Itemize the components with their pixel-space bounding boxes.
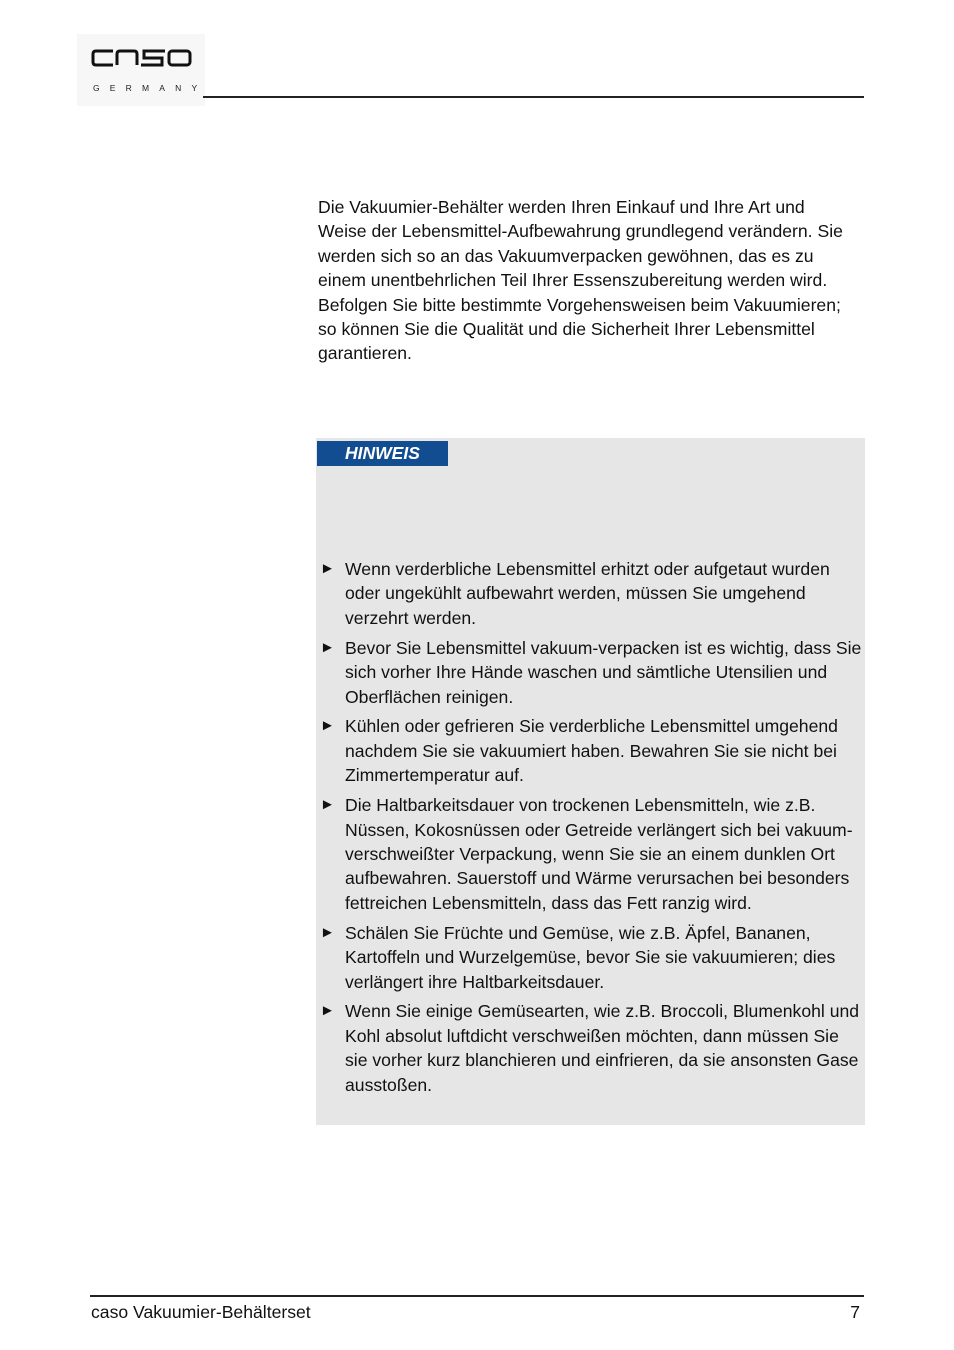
list-item [320, 557, 865, 630]
intro-paragraph: Die Vakuumier-Behälter werden Ihren Einkauf und Ihre Art und Weise der Lebensmittel-Aufbewahrung grundlegend verändern. Sie werden sich so an das Vakuumverpacken gewöhnen, das es zu einem unentbehrlichen Teil Ihrer Essenszubereitung werden wird. Befolgen Sie bitte bestimmte Vorgehensweisen beim Vakuumieren; so können Sie die Qualität und die Sicherheit Ihrer Lebensmittel garantieren. [318, 197, 843, 364]
arrow-bullet-icon: ► [320, 796, 335, 814]
footer-title: caso Vakuumier-Behälterset [91, 1302, 311, 1322]
list-item-text: Bevor Sie Lebensmittel vakuum-verpacken ist es wichtig, dass Sie sich vorher Ihre Hände waschen und sämtliche Utensilien und Oberflächen reinigen. [345, 637, 862, 707]
list-item [320, 636, 865, 709]
list-item [320, 999, 865, 1097]
page-number: 7 [850, 1302, 860, 1322]
logo-subtext: GERMANY [93, 83, 208, 93]
list-item [320, 921, 865, 994]
list-item-text: Wenn verderbliche Lebensmittel erhitzt oder aufgetaut wurden oder ungekühlt aufbewahrt werden, müssen Sie umgehend verzehrt werden. [345, 559, 830, 628]
arrow-bullet-icon: ► [320, 560, 335, 577]
arrow-bullet-icon: ► [320, 1002, 335, 1020]
list-item-text: Schälen Sie Früchte und Gemüse, wie z.B. Äpfel, Bananen, Kartoffeln und Wurzelgemüse, bevor Sie sie vakuumieren; dies verlängert ihre Haltbarkeitsdauer. [345, 922, 836, 992]
arrow-bullet-icon: ► [320, 923, 335, 941]
list-item-text: Wenn Sie einige Gemüsearten, wie z.B. Broccoli, Blumenkohl und Kohl absolut luftdicht verschweißen möchten, dann müssen Sie sie vorher kurz blanchieren und einfrieren, da sie ansonsten Gase ausstoßen. [345, 1001, 860, 1095]
list-item-text: Kühlen oder gefrieren Sie verderbliche Lebensmittel umgehend nachdem Sie sie vakuumiert haben. Bewahren Sie sie nicht bei Zimmertemperatur auf. [345, 716, 838, 786]
note-label: HINWEIS [317, 441, 448, 466]
caso-logo [77, 34, 208, 106]
list-item [320, 714, 865, 787]
arrow-bullet-icon: ► [320, 638, 335, 656]
note-box [316, 438, 865, 1125]
list-item [320, 793, 865, 915]
caso-wordmark-icon [91, 47, 193, 69]
footer-divider [90, 1295, 864, 1297]
header-divider [203, 96, 864, 98]
list-item-text: Die Haltbarkeitsdauer von trockenen Lebensmitteln, wie z.B. Nüssen, Kokosnüssen oder Getreide verlängert sich bei vakuum- verschweißter Verpackung, wenn Sie sie an einem dunklen Ort aufbewahren. Sauerstoff und Wärme verursachen bei besonders fettreichen Lebensmitteln, dass das Fett ranzig wird. [345, 795, 853, 913]
arrow-bullet-icon: ► [320, 717, 335, 735]
note-list [320, 557, 865, 1103]
